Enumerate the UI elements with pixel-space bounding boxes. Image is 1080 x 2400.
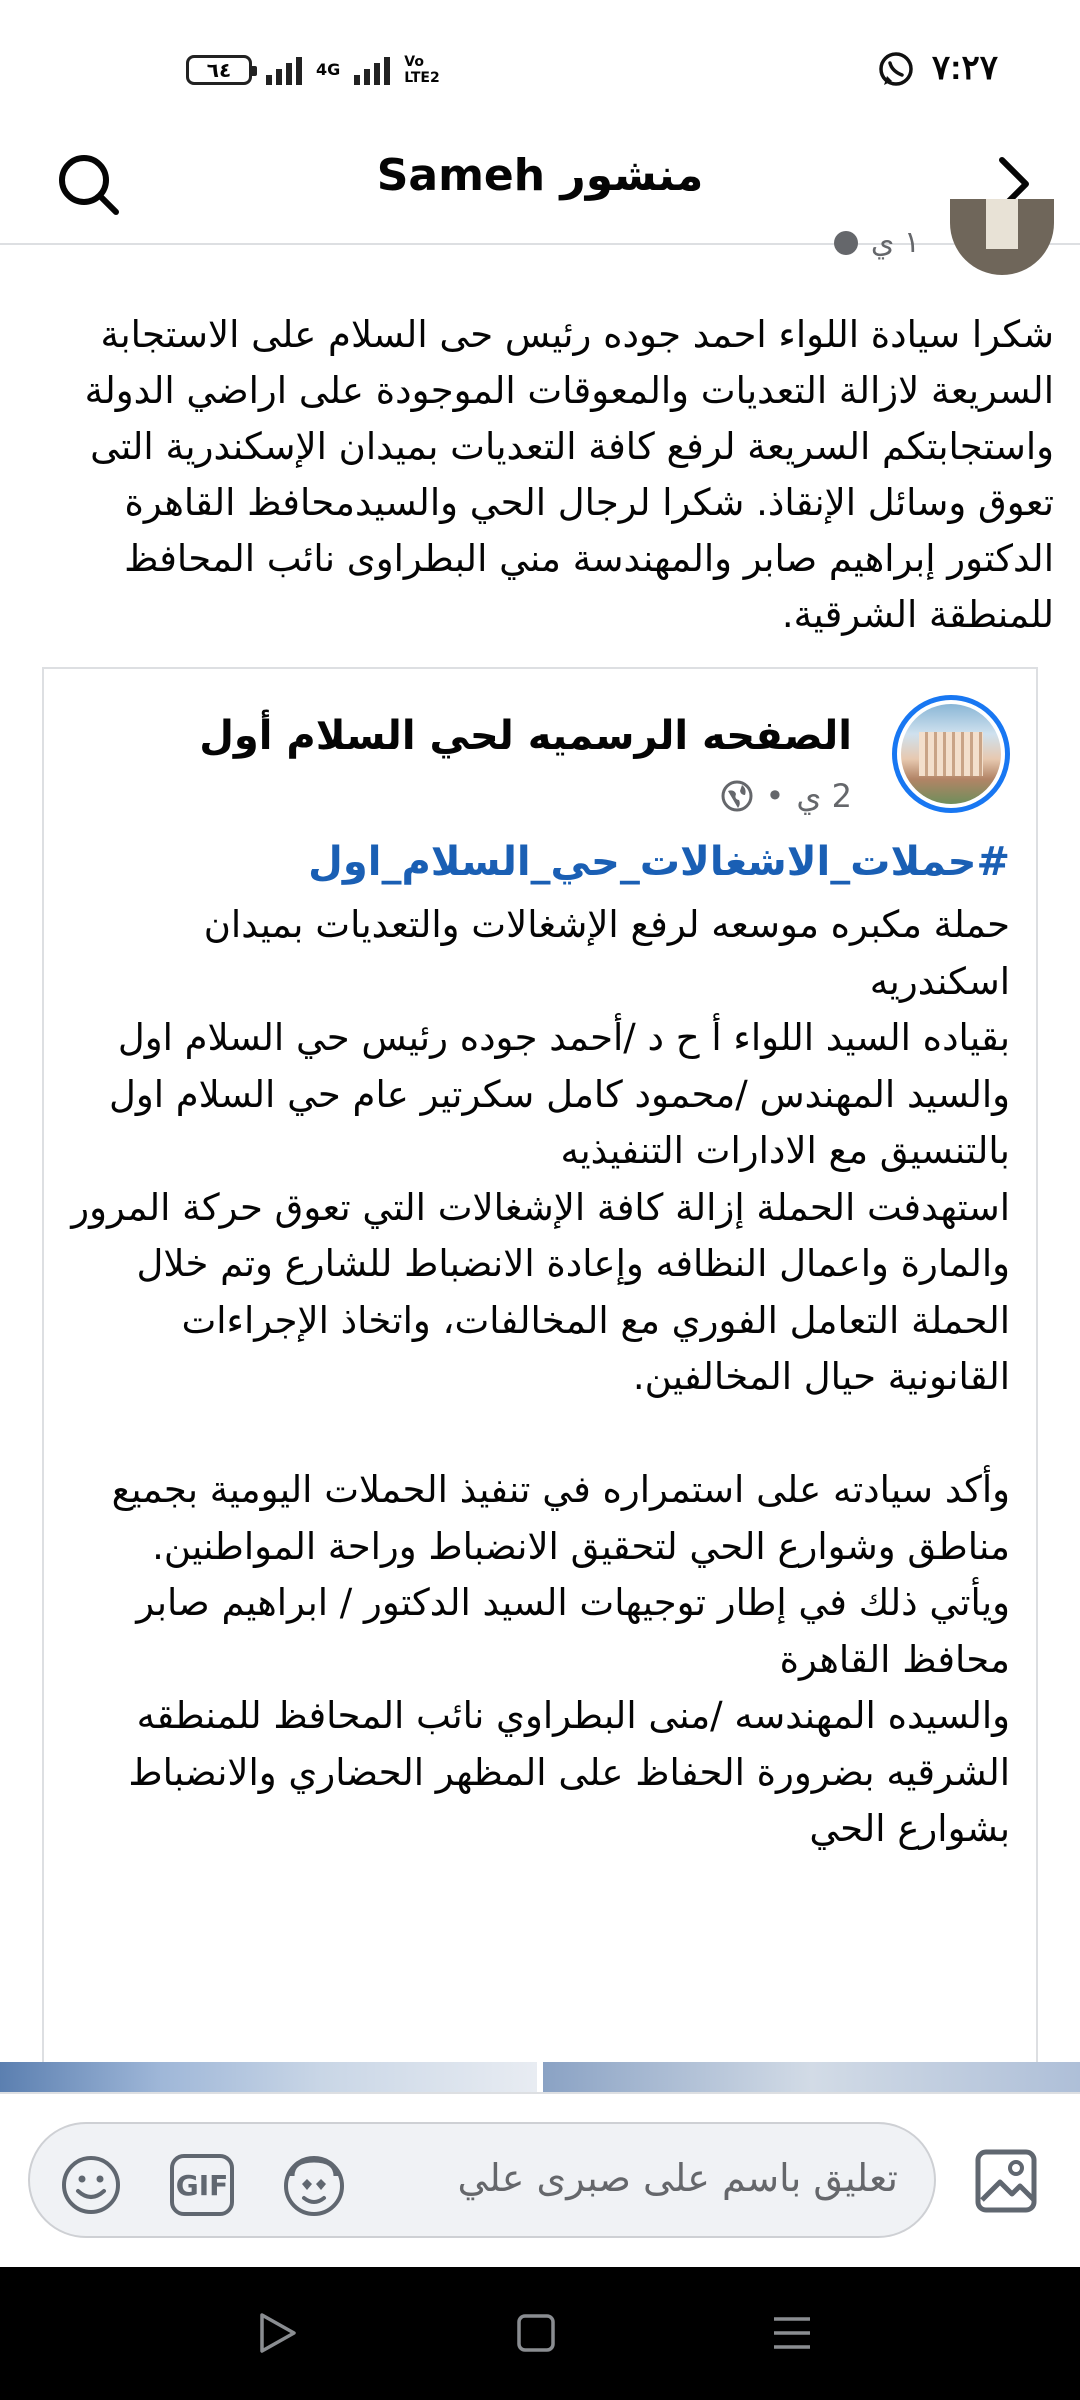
post-image-2[interactable] — [543, 2062, 1080, 2092]
comment-composer — [0, 2092, 1080, 2267]
comment-meta — [831, 225, 920, 260]
status-bar — [0, 0, 1080, 130]
globe-icon — [720, 779, 754, 813]
gif-icon[interactable]: GIF — [170, 2154, 234, 2216]
status-indicators — [186, 50, 444, 90]
battery-level: ٦٤ — [206, 58, 232, 82]
post-images[interactable] — [0, 2062, 1080, 2092]
home-square-icon[interactable] — [510, 2307, 562, 2359]
system-nav-bar — [0, 2267, 1080, 2400]
sticker-icon[interactable] — [278, 2150, 350, 2220]
status-time: ٧:٢٧ — [931, 49, 998, 87]
comment-text: شكرا سيادة اللواء احمد جوده رئيس حى السلام على الاستجابة السريعة لازالة التعديات والمعوقات الموجودة على اراضي الدولة واستجابتكم السريعة لرفع كافة التعديات بميدان الإسكندرية التى تعوق وسائل الإنقاذ. شكرا لرجال الحي والسيدمحافظ القاهرة الدكتور إبراهيم صابر والمهندسة مني البطراوى نائب المحافظ للمنطقة الشرقية. — [84, 313, 1054, 636]
volte-label: Vo LTE2 — [404, 54, 440, 86]
signal-icon-2 — [354, 55, 390, 85]
network-type: 4G — [316, 60, 341, 79]
post-content — [0, 225, 1080, 2092]
hashtag-link[interactable]: #حملات_الاشغالات_حي_السلام_اول — [308, 839, 1010, 885]
comment-time: ١ ي — [870, 225, 920, 260]
shared-post-time: 2 ي — [796, 777, 852, 815]
page-title: منشور Sameh — [376, 150, 704, 201]
emoji-icon[interactable] — [60, 2154, 122, 2216]
recents-menu-icon[interactable] — [766, 2307, 818, 2359]
comment-placeholder: تعليق باسم على صبرى علي — [457, 2156, 898, 2200]
post-image-1[interactable] — [0, 2062, 537, 2092]
signal-icon — [266, 55, 302, 85]
whatsapp-icon — [876, 50, 916, 90]
photo-icon[interactable] — [974, 2148, 1038, 2214]
back-triangle-icon[interactable] — [250, 2307, 302, 2359]
page-avatar[interactable] — [892, 695, 1010, 813]
shared-post-card[interactable] — [42, 667, 1038, 2107]
globe-icon — [831, 228, 861, 258]
meta-separator-dot: • — [765, 777, 785, 815]
shared-post-body: حملة مكبره موسعه لرفع الإشغالات والتعديات بميدان اسكندريه بقياده السيد اللواء أ ح د /أحمد جوده رئيس حي السلام اول والسيد المهندس /محمود كامل سكرتير عام حي السلام اول بالتنسيق مع الادارات التنفيذيه استهدفت الحملة إزالة كافة الإشغالات التي تعوق حركة المرور والمارة واعمال النظافه وإعادة الانضباط للشارع وتم خلال الحملة التعامل الفوري مع المخالفات، واتخاذ الإجراءات القانونية حيال المخالفين. وأكد سيادته على استمراره في تنفيذ الحملات اليومية بجميع مناطق وشوارع الحي لتحقيق الانضباط وراحة المواطنين. ويأتي ذلك في إطار توجيهات السيد الدكتور / ابراهيم صابر محافظ القاهرة والسيده المهندسه /منى البطراوي نائب المحافظ للمنطقه الشرقيه بضرورة الحفاظ على المظهر الحضاري والانضباط بشوارع الحي — [71, 903, 1010, 1850]
commenter-avatar[interactable] — [950, 199, 1054, 275]
page-avatar-image — [901, 704, 1001, 804]
battery-icon — [186, 55, 252, 85]
comment-input[interactable] — [28, 2122, 936, 2238]
page-name[interactable]: الصفحه الرسميه لحي السلام أول — [199, 713, 852, 759]
shared-post-meta — [720, 777, 852, 815]
